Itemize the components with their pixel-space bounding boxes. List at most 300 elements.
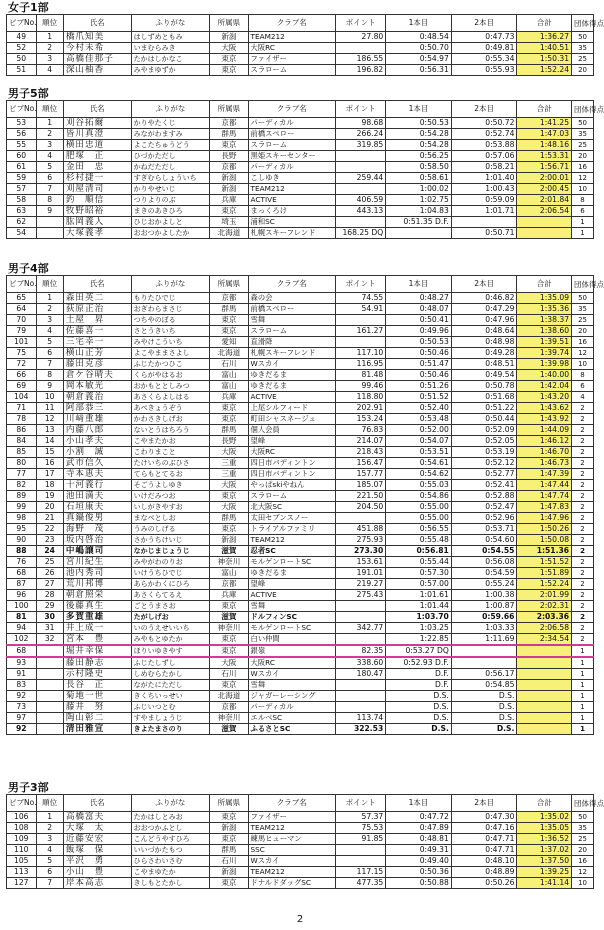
cell-team: 8	[572, 195, 594, 206]
cell-pref: 富山	[210, 381, 248, 392]
cell-r2: 0:54.85	[451, 680, 517, 691]
cell-club: ACTIVE	[248, 195, 335, 206]
table-header-row	[7, 795, 594, 812]
cell-club: スラローム	[248, 140, 335, 151]
cell-total: 1:52.24	[517, 65, 572, 76]
cell-kana: さとうきいち	[131, 326, 210, 337]
column-header: ポイント	[335, 15, 385, 32]
cell-kana: おかもととしみつ	[131, 381, 210, 392]
cell-r2: 0:49.28	[451, 348, 517, 359]
table-row	[7, 54, 594, 65]
cell-kana: すやましょうじ	[131, 713, 210, 724]
cell-bib: 90	[7, 535, 37, 546]
cell-kana: こやまたかお	[131, 436, 210, 447]
cell-pt: 91.85	[335, 834, 385, 845]
cell-rank: 3	[36, 54, 63, 65]
cell-team: 1	[572, 669, 594, 680]
cell-kana: ひじおかよしと	[131, 217, 210, 228]
cell-team: 2	[572, 458, 594, 469]
cell-team: 8	[572, 370, 594, 381]
column-header: 順位	[36, 276, 63, 293]
cell-r2: 0:47.71	[451, 845, 517, 856]
cell-name: 阿部恭三	[63, 403, 131, 414]
cell-total: 1:35.02	[517, 812, 572, 823]
cell-total: 1:38.37	[517, 315, 572, 326]
table-row	[7, 623, 594, 634]
cell-bib: 51	[7, 65, 37, 76]
cell-team: 50	[572, 812, 594, 823]
cell-kana: つちやのぼる	[131, 315, 210, 326]
cell-club: Wスカイ	[248, 359, 335, 370]
table-row	[7, 702, 594, 713]
cell-total	[517, 702, 572, 713]
cell-kana: うみのしげる	[131, 524, 210, 535]
table-row	[7, 381, 594, 392]
cell-team: 2	[572, 447, 594, 458]
cell-total: 1:47.39	[517, 469, 572, 480]
cell-club: 忍者SC	[248, 546, 335, 557]
cell-r2: 0:52.05	[451, 436, 517, 447]
cell-kana: しめむらたかし	[131, 669, 210, 680]
cell-kana: いけうちひでじ	[131, 568, 210, 579]
cell-team: 35	[572, 304, 594, 315]
cell-total: 1:47.96	[517, 513, 572, 524]
cell-club: ゆきだるま	[248, 381, 335, 392]
cell-pt	[335, 601, 385, 612]
cell-total: 1:47.74	[517, 491, 572, 502]
cell-total: 1:50.31	[517, 54, 572, 65]
results-table	[6, 14, 604, 76]
cell-pref: 大阪	[210, 657, 248, 669]
cell-total: 1:39.98	[517, 359, 572, 370]
cell-team: 2	[572, 590, 594, 601]
cell-rank: 8	[36, 195, 63, 206]
cell-kana: かりやせいじ	[131, 184, 210, 195]
cell-club: 前橋スペロー	[248, 129, 335, 140]
cell-total: 1:39.51	[517, 337, 572, 348]
column-header: 2本目	[451, 795, 517, 812]
cell-rank: 2	[36, 129, 63, 140]
cell-name: 池田満夫	[63, 491, 131, 502]
cell-club: 白い仲間	[248, 634, 335, 646]
cell-total: 1:56.71	[517, 162, 572, 173]
table-row	[7, 724, 594, 735]
cell-total: 1:40.51	[517, 43, 572, 54]
cell-bib: 65	[7, 293, 37, 304]
cell-club: 町田シャスネージュ	[248, 414, 335, 425]
column-header: ビブNo.	[7, 101, 37, 118]
table-row	[7, 669, 594, 680]
cell-team: 1	[572, 228, 594, 239]
cell-rank: 9	[36, 381, 63, 392]
cell-r2: 0:55.93	[451, 65, 517, 76]
cell-pt: 322.53	[335, 724, 385, 735]
cell-r2: 0:51.68	[451, 392, 517, 403]
cell-pt: 221.50	[335, 491, 385, 502]
cell-team: 2	[572, 502, 594, 513]
cell-bib: 75	[7, 348, 37, 359]
cell-pref: 兵庫	[210, 195, 248, 206]
cell-pt: 74.55	[335, 293, 385, 304]
cell-name: 後藤真生	[63, 601, 131, 612]
cell-club: スラローム	[248, 326, 335, 337]
cell-club: パーディカル	[248, 118, 335, 129]
cell-total	[517, 657, 572, 669]
cell-r2: 0:54.60	[451, 535, 517, 546]
cell-rank	[36, 669, 63, 680]
column-header: 順位	[36, 15, 63, 32]
table-row	[7, 491, 594, 502]
cell-r1: 1:04.83	[386, 206, 452, 217]
cell-pref: 東京	[210, 878, 248, 889]
cell-pt	[335, 856, 385, 867]
cell-bib: 99	[7, 502, 37, 513]
cell-club: ファイザー	[248, 812, 335, 823]
cell-bib: 76	[7, 557, 37, 568]
cell-name: 堀井幸保	[63, 645, 131, 657]
section-title: 男子3部	[8, 781, 49, 794]
cell-pt: 57.37	[335, 812, 385, 823]
cell-bib: 72	[7, 359, 37, 370]
cell-name: 坂内啓治	[63, 535, 131, 546]
cell-name: 中嶋譲司	[63, 546, 131, 557]
cell-pref: 神奈川	[210, 557, 248, 568]
cell-pt	[335, 337, 385, 348]
cell-team: 2	[572, 469, 594, 480]
table-row	[7, 878, 594, 889]
cell-club: TEAM212	[248, 823, 335, 834]
cell-club: スラローム	[248, 491, 335, 502]
cell-r1: 0:55.00	[386, 502, 452, 513]
cell-total: 1:53.31	[517, 151, 572, 162]
cell-kana: かねだただし	[131, 162, 210, 173]
table-row	[7, 823, 594, 834]
table-row	[7, 32, 594, 43]
cell-pref: 新潟	[210, 867, 248, 878]
cell-pt: 118.80	[335, 392, 385, 403]
cell-r2: 0:52.88	[451, 491, 517, 502]
cell-kana: たかはしとみお	[131, 812, 210, 823]
table-row	[7, 845, 594, 856]
cell-name: 釣 順信	[63, 195, 131, 206]
section-title: 男子5部	[8, 87, 49, 100]
cell-r2: 0:48.89	[451, 867, 517, 878]
cell-bib: 66	[7, 370, 37, 381]
cell-r1: 0:56.55	[386, 524, 452, 535]
cell-r1: 0:56.25	[386, 151, 452, 162]
cell-pref: 滋賀	[210, 546, 248, 557]
column-header: クラブ名	[248, 795, 335, 812]
cell-rank: 2	[36, 823, 63, 834]
cell-bib: 78	[7, 414, 37, 425]
cell-total: 1:46.12	[517, 436, 572, 447]
cell-pt: 75.53	[335, 823, 385, 834]
cell-bib: 87	[7, 579, 37, 590]
cell-pref: 大阪	[210, 43, 248, 54]
cell-rank: 4	[36, 151, 63, 162]
table-row	[7, 513, 594, 524]
cell-bib: 94	[7, 623, 37, 634]
cell-total: 1:38.60	[517, 326, 572, 337]
cell-total	[517, 645, 572, 657]
cell-r1: D.S.	[386, 691, 452, 702]
cell-r2: 1:00.87	[451, 601, 517, 612]
cell-r2: 0:53.88	[451, 140, 517, 151]
cell-pref: 滋賀	[210, 612, 248, 623]
column-header: クラブ名	[248, 101, 335, 118]
cell-total: 1:39.25	[517, 867, 572, 878]
cell-bib: 106	[7, 812, 37, 823]
cell-club: 雪舞	[248, 680, 335, 691]
cell-pref: 大阪	[210, 447, 248, 458]
table-row	[7, 568, 594, 579]
cell-pref: 群馬	[210, 129, 248, 140]
cell-r1: 0:56.31	[386, 65, 452, 76]
cell-r1: 0:57.00	[386, 579, 452, 590]
column-header: 合計	[517, 15, 572, 32]
cell-pt: 275.93	[335, 535, 385, 546]
cell-r1: 0:50.53	[386, 118, 452, 129]
cell-pref: 東京	[210, 140, 248, 151]
cell-pt: 153.61	[335, 557, 385, 568]
column-header: ふりがな	[131, 101, 210, 118]
cell-r1: 0:53.27 DQ	[386, 645, 452, 657]
cell-club: 大阪RC	[248, 657, 335, 669]
cell-bib: 100	[7, 601, 37, 612]
cell-kana: おぎわらまさじ	[131, 304, 210, 315]
cell-bib: 77	[7, 469, 37, 480]
cell-pt: 214.07	[335, 436, 385, 447]
cell-pref: 新潟	[210, 184, 248, 195]
cell-pt: 477.35	[335, 878, 385, 889]
cell-total	[517, 669, 572, 680]
cell-club: こしゆき	[248, 173, 335, 184]
cell-pt: 275.43	[335, 590, 385, 601]
section-title: 男子4部	[8, 262, 49, 275]
cell-r1: 0:55.44	[386, 557, 452, 568]
cell-name: 高橋富夫	[63, 812, 131, 823]
cell-r2	[451, 645, 517, 657]
cell-name: 皆川真澄	[63, 129, 131, 140]
cell-pref: 京都	[210, 579, 248, 590]
cell-pref: 新潟	[210, 535, 248, 546]
cell-rank: 18	[36, 480, 63, 491]
cell-rank: 17	[36, 469, 63, 480]
cell-r1: 0:49.40	[386, 856, 452, 867]
cell-kana: ほりいゆきやす	[131, 645, 210, 657]
cell-team: 35	[572, 823, 594, 834]
cell-rank	[36, 680, 63, 691]
table-header-row	[7, 15, 594, 32]
column-header: 所属県	[210, 276, 248, 293]
cell-r1: 0:54.86	[386, 491, 452, 502]
cell-rank: 4	[36, 845, 63, 856]
cell-bib: 105	[7, 856, 37, 867]
cell-team: 2	[572, 414, 594, 425]
cell-rank: 7	[36, 878, 63, 889]
cell-r1: 0:54.07	[386, 436, 452, 447]
cell-pref: 北海道	[210, 348, 248, 359]
cell-name: 武市信久	[63, 458, 131, 469]
cell-pt: 196.82	[335, 65, 385, 76]
cell-rank: 15	[36, 447, 63, 458]
cell-r1: 0:50.53	[386, 337, 452, 348]
table-row	[7, 43, 594, 54]
cell-r2: 0:59.66	[451, 612, 517, 623]
table-row	[7, 348, 594, 359]
cell-name: 平沢 勇	[63, 856, 131, 867]
cell-name: 川﨑重雄	[63, 414, 131, 425]
cell-r1: 1:01.44	[386, 601, 452, 612]
cell-rank: 7	[36, 184, 63, 195]
cell-team: 2	[572, 601, 594, 612]
cell-r2: 0:50.72	[451, 118, 517, 129]
cell-team: 20	[572, 151, 594, 162]
cell-pref: 富山	[210, 370, 248, 381]
cell-pref: 東京	[210, 680, 248, 691]
cell-rank	[36, 691, 63, 702]
cell-team: 1	[572, 713, 594, 724]
cell-r2: 0:55.24	[451, 579, 517, 590]
cell-kana: たかはしかなこ	[131, 54, 210, 65]
cell-pref: 京都	[210, 702, 248, 713]
cell-name: 小山 豊	[63, 867, 131, 878]
cell-rank: 29	[36, 601, 63, 612]
cell-total: 1:47.44	[517, 480, 572, 491]
cell-pt: 273.30	[335, 546, 385, 557]
table-row	[7, 834, 594, 845]
cell-kana: いいづかたもつ	[131, 845, 210, 856]
cell-bib: 81	[7, 612, 37, 623]
cell-club: 上尾シルフィード	[248, 403, 335, 414]
table-row	[7, 601, 594, 612]
cell-pref: 大阪	[210, 502, 248, 513]
cell-pt: 342.77	[335, 623, 385, 634]
cell-name: 刈谷拓爾	[63, 118, 131, 129]
table-row	[7, 184, 594, 195]
column-header: ポイント	[335, 795, 385, 812]
cell-r2: 0:54.55	[451, 546, 517, 557]
cell-club: トライアルファミリ	[248, 524, 335, 535]
cell-r2: 0:52.47	[451, 502, 517, 513]
cell-team: 16	[572, 337, 594, 348]
cell-r2: 0:56.08	[451, 557, 517, 568]
table-row	[7, 425, 594, 436]
cell-r2: 0:50.71	[451, 228, 517, 239]
cell-rank: 19	[36, 491, 63, 502]
cell-rank: 28	[36, 590, 63, 601]
cell-r2: 0:55.34	[451, 54, 517, 65]
cell-club: ACTIVE	[248, 590, 335, 601]
cell-pt: 266.24	[335, 129, 385, 140]
cell-pt: 82.35	[335, 645, 385, 657]
table-row	[7, 293, 594, 304]
cell-r2: 0:52.77	[451, 469, 517, 480]
cell-total: 1:42.04	[517, 381, 572, 392]
cell-r1: 0:48.07	[386, 304, 452, 315]
cell-team: 16	[572, 162, 594, 173]
cell-bib: 83	[7, 680, 37, 691]
table-row	[7, 680, 594, 691]
cell-team: 25	[572, 54, 594, 65]
cell-r1: 0:50.41	[386, 315, 452, 326]
cell-name: 多賀重雄	[63, 612, 131, 623]
cell-team: 2	[572, 568, 594, 579]
cell-rank	[36, 713, 63, 724]
cell-kana: こんどうやすひろ	[131, 834, 210, 845]
cell-r2	[451, 217, 517, 228]
table-row	[7, 315, 594, 326]
cell-kana: ふじたかつひこ	[131, 359, 210, 370]
cell-total: 1:51.36	[517, 546, 572, 557]
cell-team: 1	[572, 657, 594, 669]
cell-club: パーディカル	[248, 162, 335, 173]
cell-kana: みやもとゆたか	[131, 634, 210, 646]
cell-r1: 0:55.48	[386, 535, 452, 546]
cell-total: 1:43.62	[517, 403, 572, 414]
cell-r2: 0:53.19	[451, 447, 517, 458]
cell-team: 25	[572, 140, 594, 151]
cell-total: 1:43.92	[517, 414, 572, 425]
cell-team: 1	[572, 724, 594, 735]
cell-team: 10	[572, 878, 594, 889]
cell-name: 肱岡義人	[63, 217, 131, 228]
cell-name: 荻原正治	[63, 304, 131, 315]
results-table	[6, 794, 604, 889]
cell-pt	[335, 691, 385, 702]
cell-total: 1:46.70	[517, 447, 572, 458]
results-section	[6, 262, 604, 735]
cell-team: 2	[572, 634, 594, 646]
cell-r2: 0:52.12	[451, 458, 517, 469]
cell-club: 黒姫スキーセンター	[248, 151, 335, 162]
cell-name: 内藤八郎	[63, 425, 131, 436]
cell-club: Wスカイ	[248, 669, 335, 680]
column-header: 氏名	[63, 15, 131, 32]
cell-pt: 204.50	[335, 502, 385, 513]
column-header: ふりがな	[131, 795, 210, 812]
cell-kana: みやけこういち	[131, 337, 210, 348]
cell-club: モルゲンロートSC	[248, 557, 335, 568]
results-table	[6, 100, 604, 239]
cell-rank	[36, 702, 63, 713]
cell-r2: D.S.	[451, 713, 517, 724]
cell-name: 寺本恵夫	[63, 469, 131, 480]
cell-pref: 新潟	[210, 173, 248, 184]
cell-name: 藤田克彦	[63, 359, 131, 370]
page-number: 2	[296, 914, 304, 925]
cell-rank: 24	[36, 546, 63, 557]
cell-rank: 1	[36, 32, 63, 43]
column-header: 所属県	[210, 15, 248, 32]
cell-pref: 愛知	[210, 337, 248, 348]
column-header: ポイント	[335, 101, 385, 118]
cell-team: 2	[572, 480, 594, 491]
cell-rank: 5	[36, 856, 63, 867]
cell-bib: 64	[7, 304, 37, 315]
cell-rank: 25	[36, 557, 63, 568]
cell-name: 佐藤喜一	[63, 326, 131, 337]
column-header: クラブ名	[248, 276, 335, 293]
cell-club: 浦和SC	[248, 217, 335, 228]
cell-kana: いまむらみき	[131, 43, 210, 54]
cell-pref: 石川	[210, 669, 248, 680]
cell-r2: 1:01.71	[451, 206, 517, 217]
cell-pref: 埼玉	[210, 217, 248, 228]
cell-r2: 1:00.43	[451, 184, 517, 195]
cell-name: 石垣康夫	[63, 502, 131, 513]
cell-rank	[36, 217, 63, 228]
